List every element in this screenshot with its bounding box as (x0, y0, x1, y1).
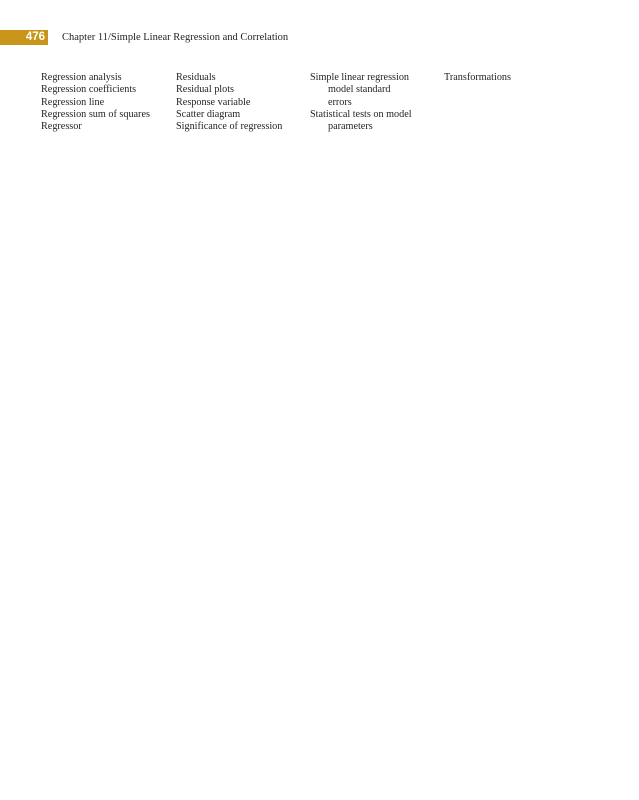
running-head-title: Chapter 11/Simple Linear Regression and Correlation (62, 32, 289, 43)
term-item: Residual plots (176, 84, 235, 96)
term-item: Residuals (176, 72, 216, 83)
page-number: 476 (0, 30, 48, 45)
term-item: Significance of regression (176, 121, 283, 133)
term-item: Simple linear regression (310, 72, 410, 83)
term-item: Scatter diagram (176, 108, 241, 120)
term-item: Regressor (41, 121, 82, 133)
term-column-2 (176, 72, 282, 133)
term-item-continuation: model standard (328, 84, 391, 96)
term-column-1 (41, 72, 150, 133)
term-item: Regression sum of squares (41, 108, 150, 120)
term-item-continuation: parameters (328, 121, 373, 133)
term-item: Regression coefficients (41, 84, 137, 96)
term-column-4 (444, 72, 511, 84)
term-item: Regression analysis (41, 72, 122, 83)
term-column-3 (310, 72, 412, 133)
term-item: Statistical tests on model (310, 108, 412, 120)
term-item: Transformations (444, 72, 511, 83)
term-item: Regression line (41, 96, 105, 108)
term-item-continuation: errors (328, 96, 352, 108)
term-item: Response variable (176, 96, 251, 108)
